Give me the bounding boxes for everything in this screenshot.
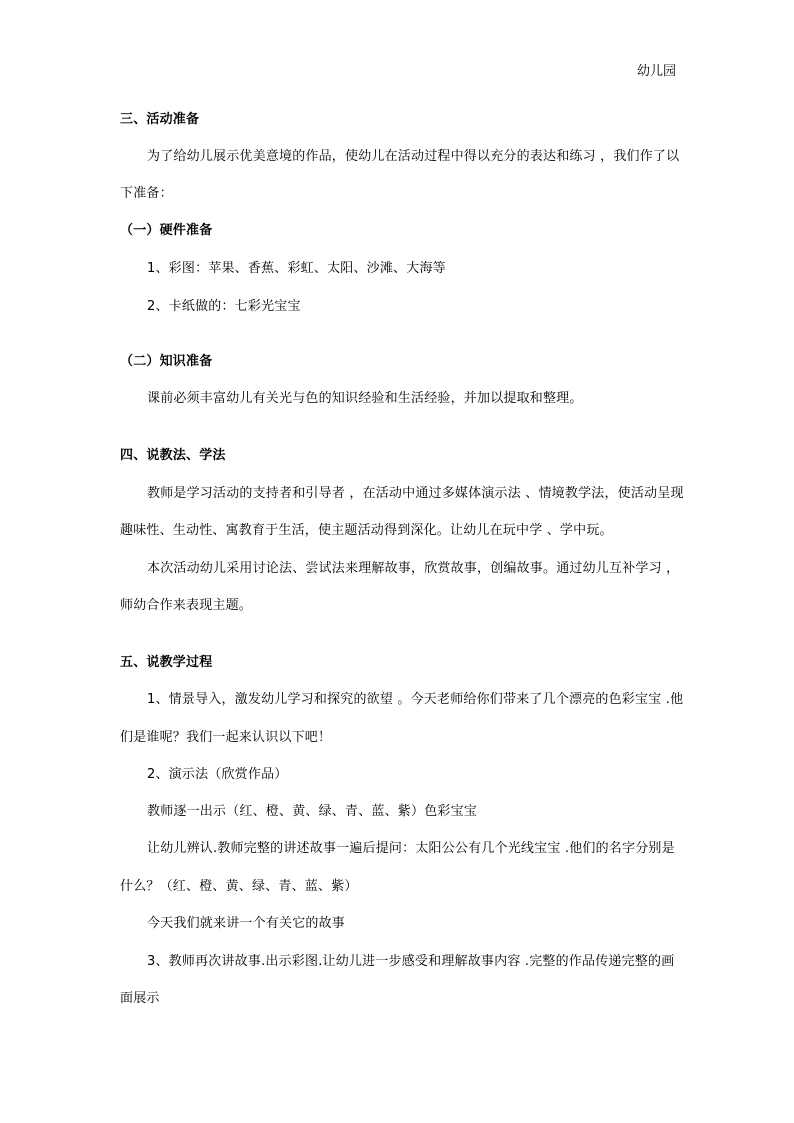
paragraph-line: 面展示 bbox=[120, 991, 160, 1006]
subheading-knowledge-prep: （二）知识准备 bbox=[120, 354, 213, 369]
section-heading-activity-prep: 三、活动准备 bbox=[120, 112, 200, 127]
page-header: 幼儿园 bbox=[636, 64, 676, 79]
paragraph-line: 教师是学习活动的支持者和引导者 ，在活动中通过多媒体演示法 、情境教学法，使活动呈现 bbox=[147, 486, 684, 501]
list-item: 3、教师再次讲故事.出示彩图.让幼儿进一步感受和理解故事内容 .完整的作品传递完整的画 bbox=[147, 954, 675, 969]
section-heading-teaching-process: 五、说教学过程 bbox=[120, 655, 213, 670]
paragraph-line: 为了给幼儿展示优美意境的作品，使幼儿在活动过程中得以充分的表达和练习 ，我们作了以 bbox=[147, 149, 680, 164]
section-heading-methods: 四、说教法、学法 bbox=[120, 448, 226, 463]
list-item: 2、卡纸做的：七彩光宝宝 bbox=[147, 299, 301, 314]
list-item: 1、彩图：苹果、香蕉、彩虹、太阳、沙滩、大海等 bbox=[147, 261, 446, 276]
paragraph-line: 师幼合作来表现主题。 bbox=[120, 598, 253, 613]
paragraph-line: 今天我们就来讲一个有关它的故事 bbox=[147, 916, 346, 931]
paragraph-line: 本次活动幼儿采用讨论法、尝试法来理解故事，欣赏故事，创编故事。通过幼儿互补学习 ， bbox=[147, 561, 680, 576]
subheading-hardware-prep: （一）硬件准备 bbox=[120, 223, 213, 238]
paragraph-line: 什么？（红、橙、黄、绿、青、蓝、紫） bbox=[120, 879, 358, 894]
paragraph-line: 下准备： bbox=[120, 186, 173, 201]
paragraph-line: 趣味性、生动性、寓教育于生活，使主题活动得到深化。让幼儿在玩中学 、学中玩。 bbox=[120, 523, 613, 538]
paragraph-line: 1、情景导入，激发幼儿学习和探究的欲望 。今天老师给你们带来了几个漂亮的色彩宝宝 .他 bbox=[147, 692, 684, 707]
paragraph-line: 课前必须丰富幼儿有关光与色的知识经验和生活经验，并加以提取和整理。 bbox=[147, 391, 583, 406]
paragraph-line: 让幼儿辨认.教师完整的讲述故事一遍后提问：太阳公公有几个光线宝宝 .他们的名字分别是 bbox=[147, 841, 675, 856]
list-item: 2、演示法（欣赏作品） bbox=[147, 767, 288, 782]
paragraph-line: 们是谁呢？我们一起来认识以下吧！ bbox=[120, 730, 332, 745]
paragraph-line: 教师逐一出示（红、橙、黄、绿、青、蓝、紫）色彩宝宝 bbox=[147, 804, 478, 819]
